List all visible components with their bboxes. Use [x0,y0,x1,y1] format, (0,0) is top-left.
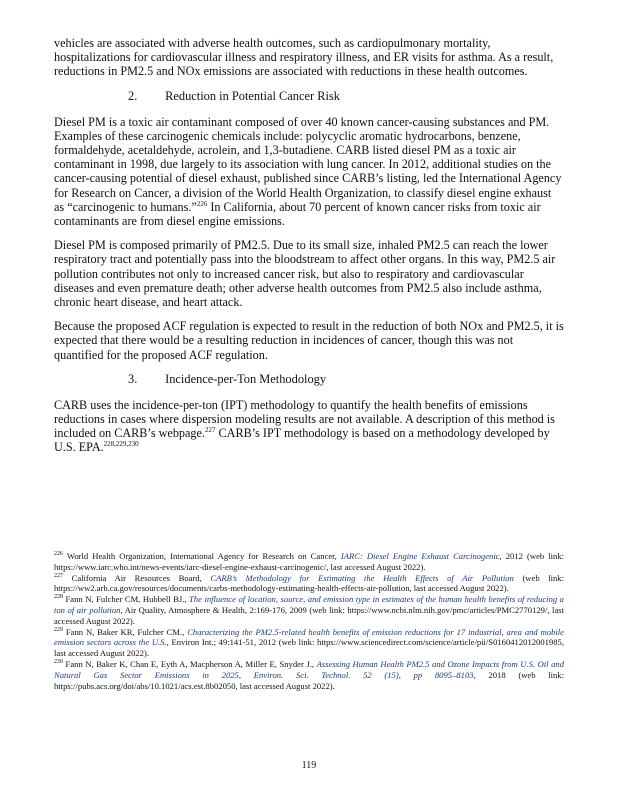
footnote-text: , Environ Int.; 49:141-51, 2012 (web link: https://www.sciencedirect.com/science/article/pii/S0160412012001985, last accessed August 2022). [54,637,564,659]
footnote-ref-227[interactable]: 227 [204,426,216,435]
footnote-number: 230 [54,659,63,666]
footnote-230 [54,659,564,691]
footnote-227 [54,573,564,595]
footnote-text: Fann N, Fulcher CM, Hubbell BJ., [63,594,190,605]
footnote-link-title[interactable]: IARC: Diesel Engine Exhaust Carcinogenic [340,551,500,561]
footnote-number: 229 [54,626,63,633]
page-number: 119 [301,760,317,771]
footnote-text: , 2012 (web link: https://www.iarc.who.int/news-events/iarc-diesel-engine-exhaust-carcinogenic/, last accessed August 2022). [54,551,565,572]
paragraph-text: Diesel PM is a toxic air contaminant composed of over 40 known cancer-causing substances and PM. Examples of these carcinogenic chemicals include: polycyclic aromatic hydrocarbons, benzene, formaldehyde, acetaldehyde, acrolein, and 1,3-butadiene. CARB listed diesel PM as a toxic air contaminant in 1998, due largely to its association with lung cancer. In 2012, additional studies on the cancer-causing potential of diesel exhaust, published since CARB’s listing, led the International Agency for Research on Cancer, a division of the World Health Organization, to classify diesel engine exhaust as “carcinogenic to humans.” [54,114,562,214]
footnote-number: 228 [54,594,63,601]
footnote-link-title[interactable]: Assessing Human Health PM2.5 and Ozone Impacts from U.S. Oil and Natural Gas Sector Emissions in 2025, Environ. Sci. Technol. 52 (15), pp 8095–8103 [54,658,564,680]
footnote-text: Fann N, Baker KR, Fulcher CM., [63,626,188,637]
footnote-ref-226[interactable]: 226 [196,199,208,208]
footnote-link-title[interactable]: The influence of location, source, and emission type in estimates of the human health benefits of reducing a ton of air pollution [54,594,564,615]
paragraph-acf-regulation: Because the proposed ACF regulation is expected to result in the reduction of both NOx and PM2.5, it is expected that there would be a resulting reduction in incidences of cancer, though this was not quantified for the proposed ACF regulation. [54,319,564,362]
footnote-link-title[interactable]: Characterizing the PM2.5-related health benefits of emission reductions for 17 industrial, area and mobile emission sectors across the U.S. [54,626,564,648]
paragraph-health-outcomes: vehicles are associated with adverse health outcomes, such as cardiopulmonary mortality, hospitalizations for cardiovascular illness and respiratory illness, and ER visits for asthma. As a result, reductions in PM2.5 and NOx emissions are associated with reductions in these health outcomes. [54,36,554,79]
paragraph-diesel-pm25: Diesel PM is composed primarily of PM2.5. Due to its small size, inhaled PM2.5 can reach the lower respiratory tract and potentially pass into the bloodstream to affect other organs. In this way, PM2.5 air pollution contributes not only to increased cancer risk, but also to respiratory and cardiovascular diseases and even premature death; other adverse health outcomes from PM2.5 also include asthma, chronic heart disease, and heart attack. [54,238,556,310]
footnote-number: 226 [54,551,63,558]
footnote-text: Fann N, Baker K, Chan E, Eyth A, Macpherson A, Miller E, Snyder J., [63,658,317,669]
footnote-text: World Health Organization, International Agency for Research on Cancer, [63,551,341,561]
paragraph-text-cont: In California, about 70 percent of known cancer risks from toxic air contaminants are from diesel engine emissions. [54,199,541,229]
paragraph-ipt-methodology [54,398,564,455]
footnote-number: 227 [54,572,63,579]
footnote-text: , 2018 (web link: https://pubs.acs.org/doi/abs/10.1021/acs.est.8b02050, last accessed August 2022). [54,669,564,691]
section-heading-cancer-risk [54,89,564,103]
paragraph-text-cont: CARB’s IPT methodology is based on a methodology developed by U.S. EPA. [54,426,550,455]
footnote-text: (web link: https://ww2.arb.ca.gov/resources/documents/carbs-methodology-estimating-health-effects-air-pollution, last accessed August 2022). [54,572,564,594]
footnote-ref-228-230[interactable]: 228,229,230 [103,440,139,449]
footnote-226 [54,551,564,573]
footnote-228 [54,594,564,626]
heading-number: 3. [128,371,138,386]
paragraph-diesel-pm-toxic [54,115,564,229]
footnote-229 [54,627,564,659]
footnote-link-title[interactable]: CARB’s Methodology for Estimating the Health Effects of Air Pollution [210,572,514,583]
heading-text: Incidence-per-Ton Methodology [165,371,327,386]
footnotes-section [54,551,564,691]
heading-text: Reduction in Potential Cancer Risk [165,88,340,103]
footnote-text: California Air Resources Board, [63,572,211,583]
footnote-text: , Air Quality, Atmosphere & Health, 2:169-176, 2009 (web link: https://www.ncbi.nlm.nih.gov/pmc/articles/PMC2770129/, last accessed August 2022). [54,604,564,626]
page-body [54,36,564,465]
paragraph-text: CARB uses the incidence-per-ton (IPT) methodology to quantify the health benefits of emissions reductions in cases where dispersion modeling results are not available. A description of this method is included on CARB’s webpage. [54,397,555,441]
section-heading-ipt [54,372,564,386]
heading-number: 2. [128,88,138,103]
